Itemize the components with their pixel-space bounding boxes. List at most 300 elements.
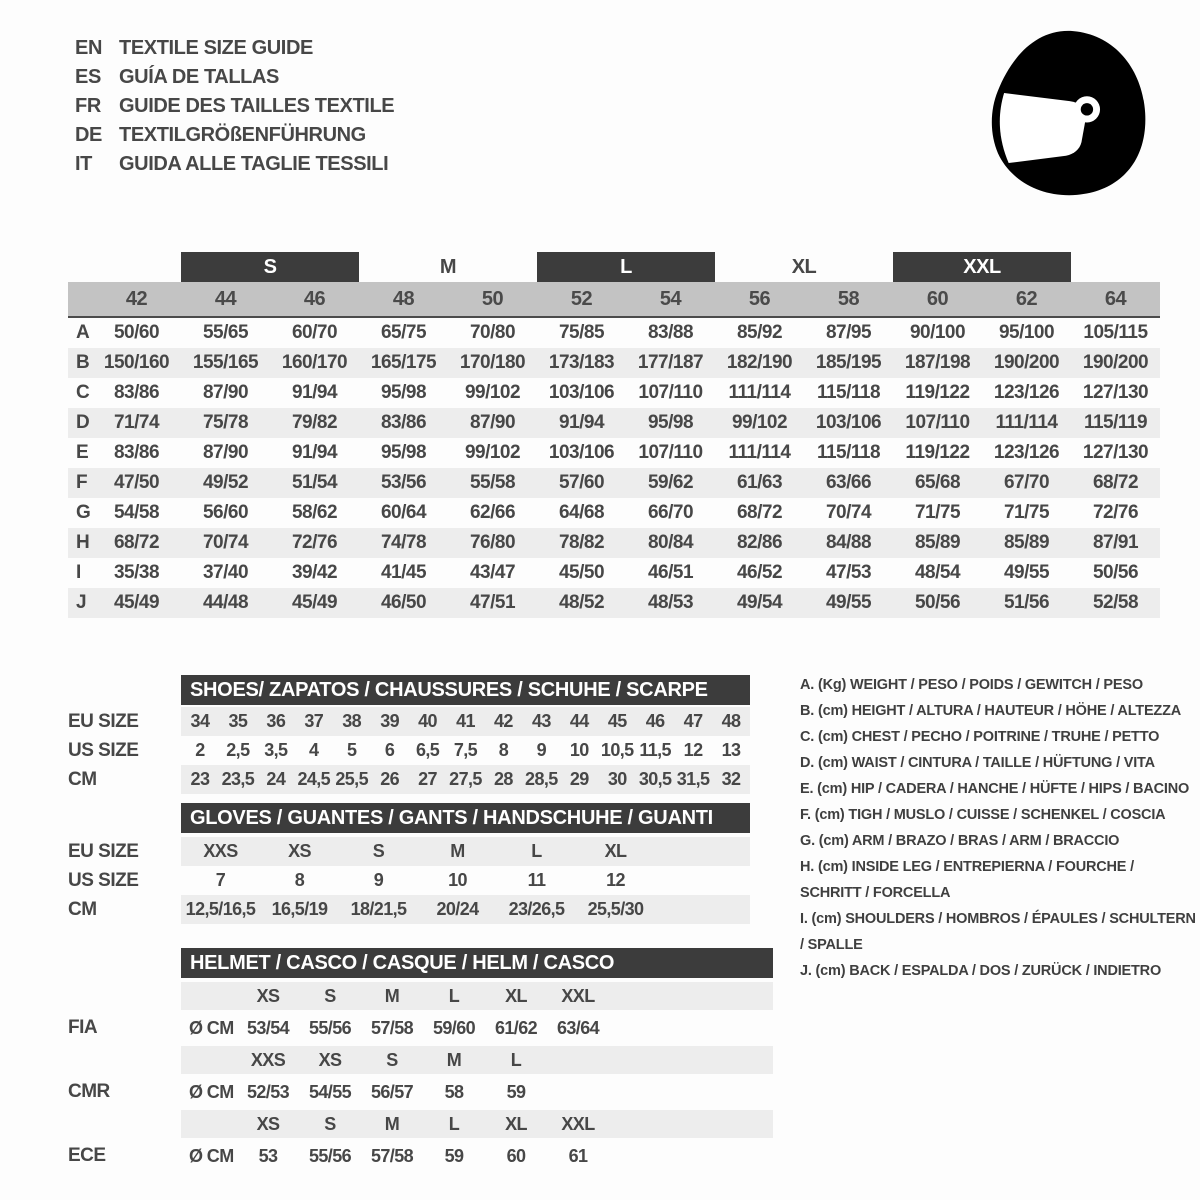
- legend-text: INSIDE LEG / ENTREPIERNA / FOURCHE / SCHRITT / FORCELLA: [800, 859, 1134, 901]
- helmet-value-row: [68, 1138, 773, 1174]
- size-value: 80/84: [647, 532, 694, 553]
- size-group-xl: XL: [791, 255, 817, 278]
- row-letter: F: [76, 472, 88, 493]
- helmet-size-label: XS: [256, 1113, 280, 1134]
- size-value: 85/89: [914, 532, 961, 553]
- size-value: 55/65: [202, 322, 249, 343]
- cell-value: 28,5: [525, 769, 558, 789]
- helmet-size-label: XS: [318, 1049, 342, 1070]
- gloves-header-row: [68, 803, 750, 833]
- legend-key: I.: [800, 911, 808, 927]
- cell-value: 20/24: [436, 899, 479, 919]
- cell-value: 6: [384, 740, 395, 760]
- cell-value: XXS: [203, 841, 238, 861]
- cell-value: 12,5/16,5: [185, 899, 256, 919]
- shoes-header-row: [68, 675, 750, 705]
- gloves-section: [68, 803, 750, 924]
- size-value: 66/70: [647, 502, 694, 523]
- helmet-value: 53: [258, 1145, 278, 1166]
- racing-helmet-icon: [972, 22, 1160, 204]
- cell-value: 10: [569, 740, 589, 760]
- size-value: 49/54: [736, 592, 783, 613]
- cell-value: 25,5/30: [587, 899, 644, 919]
- size-value: 85/92: [736, 322, 783, 343]
- cell-value: 18/21,5: [350, 899, 407, 919]
- size-value: 99/102: [731, 412, 788, 433]
- size-value: 45/49: [113, 592, 160, 613]
- size-value: 46/50: [380, 592, 427, 613]
- legend-unit: (cm): [815, 963, 846, 979]
- legend-item: [800, 672, 1196, 698]
- size-value: 64/68: [558, 502, 605, 523]
- size-value: 111/114: [728, 382, 791, 403]
- size-value: 95/98: [380, 382, 427, 403]
- helmet-value: 55/56: [308, 1145, 352, 1166]
- cell-value: 8: [294, 870, 305, 890]
- size-row: [68, 837, 750, 866]
- size-value: 75/78: [202, 412, 249, 433]
- language-row: [75, 63, 394, 92]
- size-value: 83/88: [647, 322, 694, 343]
- cell-value: 48: [721, 711, 741, 731]
- cell-value: 23,5: [221, 769, 255, 789]
- size-value: 165/175: [370, 352, 437, 373]
- cell-value: 43: [531, 711, 551, 731]
- row-values: [181, 736, 750, 765]
- size-value: 43/47: [469, 562, 516, 583]
- row-values: [181, 895, 750, 924]
- row-letter: D: [76, 412, 90, 433]
- size-group-xxl: XXL: [893, 252, 1071, 282]
- apparel-rows: [68, 318, 1160, 618]
- size-value: 55/58: [469, 472, 516, 493]
- cell-value: 13: [721, 740, 741, 760]
- helmet-rows: [68, 982, 773, 1174]
- cell-value: 3,5: [264, 740, 288, 760]
- size-value: 182/190: [726, 352, 793, 373]
- cell-value: 9: [536, 740, 547, 760]
- size-value: 67/70: [1003, 472, 1050, 493]
- cell-value: 38: [342, 711, 362, 731]
- size-value: 41/45: [380, 562, 427, 583]
- size-value: 76/80: [469, 532, 516, 553]
- numeric-size: 56: [748, 287, 771, 310]
- cell-value: 39: [380, 711, 400, 731]
- language-label: GUIDA ALLE TAGLIE TESSILI: [119, 153, 389, 175]
- size-value: 90/100: [909, 322, 966, 343]
- apparel-table: [68, 252, 1160, 618]
- legend-unit: (cm): [817, 859, 848, 875]
- size-value: 87/91: [1092, 532, 1139, 553]
- row-letter: C: [76, 382, 90, 403]
- helmet-title-bar: HELMET / CASCO / CASQUE / HELM / CASCO: [181, 948, 773, 978]
- apparel-size-row: [68, 282, 1160, 318]
- size-value: 127/130: [1082, 382, 1149, 403]
- size-value: 107/110: [905, 412, 970, 433]
- row-values: [181, 707, 750, 736]
- legend-key: A.: [800, 677, 815, 693]
- size-value: 50/56: [914, 592, 961, 613]
- language-label: GUIDE DES TAILLES TEXTILE: [119, 95, 395, 117]
- row-label: US SIZE: [68, 739, 139, 761]
- legend-key: E.: [800, 781, 814, 797]
- size-value: 60/70: [291, 322, 338, 343]
- cell-value: 26: [380, 769, 400, 789]
- helmet-value-row: [68, 1010, 773, 1046]
- cell-value: 24,5: [297, 769, 331, 789]
- size-value: 68/72: [113, 532, 160, 553]
- apparel-row-g: [68, 498, 1160, 528]
- language-row: [75, 121, 394, 150]
- helmet-size-label: M: [446, 1049, 462, 1070]
- diameter-unit: Ø CM: [189, 1017, 234, 1038]
- legend-key: H.: [800, 859, 815, 875]
- helmet-value: 55/56: [308, 1017, 352, 1038]
- size-value: 99/102: [464, 442, 521, 463]
- size-value: 46/51: [647, 562, 694, 583]
- helmet-value: 61: [568, 1145, 588, 1166]
- size-value: 115/118: [816, 382, 881, 403]
- helmet-values: [181, 1010, 773, 1046]
- size-value: 83/86: [113, 442, 160, 463]
- numeric-size: 42: [125, 287, 148, 310]
- cell-value: 45: [607, 711, 627, 731]
- size-value: 115/118: [816, 442, 881, 463]
- apparel-row-h: [68, 528, 1160, 558]
- gloves-title-bar: GLOVES / GUANTES / GANTS / HANDSCHUHE / GUANTI: [181, 803, 750, 833]
- language-code: IT: [75, 153, 92, 175]
- helmet-size-label: XXL: [561, 1113, 595, 1134]
- size-value: 78/82: [558, 532, 605, 553]
- size-value: 48/53: [647, 592, 694, 613]
- language-code: ES: [75, 66, 101, 88]
- row-label: CM: [68, 898, 97, 920]
- helmet-value: 60: [506, 1145, 526, 1166]
- size-value: 107/110: [638, 382, 703, 403]
- cell-value: 9: [373, 870, 384, 890]
- size-value: 71/75: [914, 502, 961, 523]
- cell-value: 12: [683, 740, 703, 760]
- helmet-size-label: L: [448, 985, 460, 1006]
- language-code: EN: [75, 37, 102, 59]
- helmet-value: 61/62: [494, 1017, 538, 1038]
- size-value: 62/66: [469, 502, 516, 523]
- apparel-row-f: [68, 468, 1160, 498]
- helmet-values: [181, 1138, 773, 1174]
- language-row: [75, 34, 394, 63]
- size-value: 51/54: [291, 472, 338, 493]
- cell-value: 37: [304, 711, 324, 731]
- row-letter: G: [76, 502, 91, 523]
- size-value: 190/200: [993, 352, 1060, 373]
- size-value: 51/56: [1003, 592, 1050, 613]
- row-label: CM: [68, 768, 97, 790]
- size-value: 160/170: [281, 352, 348, 373]
- size-value: 50/60: [113, 322, 160, 343]
- helmet-sizes: [181, 982, 773, 1010]
- size-value: 61/63: [736, 472, 783, 493]
- cell-value: 35: [228, 711, 248, 731]
- helmet-value: 59/60: [432, 1017, 476, 1038]
- size-row: [68, 866, 750, 895]
- size-value: 95/98: [380, 442, 427, 463]
- size-value: 68/72: [1092, 472, 1139, 493]
- size-value: 49/55: [825, 592, 872, 613]
- size-value: 54/58: [113, 502, 160, 523]
- apparel-row-b: [68, 348, 1160, 378]
- size-value: 83/86: [113, 382, 160, 403]
- size-value: 155/165: [192, 352, 259, 373]
- size-value: 95/98: [647, 412, 694, 433]
- legend-key: J.: [800, 963, 812, 979]
- cell-value: 10: [448, 870, 467, 890]
- cell-value: 31,5: [676, 769, 710, 789]
- size-value: 60/64: [380, 502, 427, 523]
- size-row: [68, 736, 750, 765]
- cell-value: 44: [569, 711, 589, 731]
- cell-value: 23: [190, 769, 210, 789]
- helmet-value: 58: [444, 1081, 464, 1102]
- size-value: 91/94: [558, 412, 605, 433]
- legend-text: WAIST / CINTURA / TAILLE / HÜFTUNG / VITA: [851, 755, 1155, 771]
- size-value: 123/126: [993, 442, 1060, 463]
- size-value: 70/80: [469, 322, 516, 343]
- legend-unit: (cm): [817, 729, 848, 745]
- cell-value: 10,5: [600, 740, 634, 760]
- shoes-title-bar: SHOES/ ZAPATOS / CHAUSSURES / SCHUHE / SCARPE: [181, 675, 750, 705]
- cell-value: 29: [569, 769, 589, 789]
- size-value: 53/56: [380, 472, 427, 493]
- size-value: 91/94: [291, 382, 338, 403]
- legend-text: SHOULDERS / HOMBROS / ÉPAULES / SCHULTERN / SPALLE: [800, 911, 1196, 953]
- helmet-size-label: S: [324, 985, 336, 1006]
- legend-text: ARM / BRAZO / BRAS / ARM / BRACCIO: [851, 833, 1120, 849]
- helmet-section: [68, 948, 773, 1174]
- row-label: US SIZE: [68, 869, 139, 891]
- legend-list: [800, 672, 1196, 984]
- cell-value: 36: [266, 711, 286, 731]
- cell-value: 42: [494, 711, 513, 731]
- legend-item: [800, 828, 1196, 854]
- size-value: 87/90: [202, 382, 249, 403]
- row-letter: A: [76, 322, 90, 343]
- helmet-value: 63/64: [556, 1017, 600, 1038]
- cell-value: 16,5/19: [271, 899, 328, 919]
- legend-unit: (cm): [817, 755, 848, 771]
- numeric-size: 52: [570, 287, 593, 310]
- cell-value: 28: [494, 769, 513, 789]
- helmet-size-row: [68, 1046, 773, 1074]
- legend-text: TIGH / MUSLO / CUISSE / SCHENKEL / COSCIA: [848, 807, 1166, 823]
- legend-key: D.: [800, 755, 815, 771]
- size-value: 190/200: [1082, 352, 1149, 373]
- numeric-size: 44: [214, 287, 237, 310]
- legend-unit: (cm): [814, 807, 845, 823]
- numeric-size: 64: [1104, 287, 1127, 310]
- size-value: 127/130: [1082, 442, 1149, 463]
- cell-value: 32: [721, 769, 741, 789]
- helmet-value: 57/58: [370, 1145, 414, 1166]
- size-value: 45/50: [558, 562, 605, 583]
- size-value: 107/110: [638, 442, 703, 463]
- helmet-size-label: XS: [256, 985, 280, 1006]
- size-value: 95/100: [998, 322, 1055, 343]
- row-letter: E: [76, 442, 89, 463]
- numeric-size: 48: [392, 287, 415, 310]
- legend-unit: (cm): [817, 703, 848, 719]
- numeric-size: 50: [481, 287, 504, 310]
- language-row: [75, 92, 394, 121]
- gloves-rows: [68, 837, 750, 924]
- size-value: 71/75: [1003, 502, 1050, 523]
- helmet-value: 53/54: [246, 1017, 290, 1038]
- legend-unit: (Kg): [817, 677, 847, 693]
- cell-value: 5: [346, 740, 357, 760]
- apparel-row-d: [68, 408, 1160, 438]
- size-value: 99/102: [464, 382, 521, 403]
- size-value: 45/49: [291, 592, 338, 613]
- cell-value: 41: [456, 711, 475, 731]
- size-value: 170/180: [459, 352, 526, 373]
- row-label: EU SIZE: [68, 710, 139, 732]
- helmet-size-label: XL: [505, 1113, 527, 1134]
- legend-item: [800, 750, 1196, 776]
- size-value: 103/106: [548, 382, 615, 403]
- size-value: 87/90: [469, 412, 516, 433]
- size-group-m: M: [439, 255, 457, 278]
- size-value: 65/68: [914, 472, 961, 493]
- cell-value: 6,5: [415, 740, 440, 760]
- helmet-value-row: [68, 1074, 773, 1110]
- size-value: 57/60: [558, 472, 605, 493]
- row-letter: J: [76, 592, 87, 613]
- size-value: 68/72: [736, 502, 783, 523]
- size-value: 47/53: [825, 562, 872, 583]
- helmet-size-label: XXL: [561, 985, 595, 1006]
- helmet-value: 59: [506, 1081, 526, 1102]
- size-value: 82/86: [736, 532, 783, 553]
- size-value: 150/160: [103, 352, 170, 373]
- cell-value: 46: [645, 711, 665, 731]
- size-value: 47/50: [113, 472, 160, 493]
- size-value: 85/89: [1003, 532, 1050, 553]
- legend-item: [800, 698, 1196, 724]
- size-value: 187/198: [904, 352, 971, 373]
- legend-text: HIP / CADERA / HANCHE / HÜFTE / HIPS / BACINO: [850, 781, 1190, 797]
- size-group-l: L: [537, 252, 715, 282]
- size-value: 79/82: [291, 412, 338, 433]
- language-row: [75, 150, 394, 179]
- shoes-rows: [68, 707, 750, 794]
- language-code: DE: [75, 124, 102, 146]
- size-row: [68, 707, 750, 736]
- helmet-size-label: S: [324, 1113, 336, 1134]
- language-label: GUÍA DE TALLAS: [119, 66, 279, 88]
- cell-value: 30,5: [638, 769, 672, 789]
- size-value: 56/60: [202, 502, 249, 523]
- size-value: 39/42: [291, 562, 338, 583]
- cell-value: XL: [604, 841, 627, 861]
- numeric-size: 46: [303, 287, 326, 310]
- helmet-value: 59: [444, 1145, 464, 1166]
- cell-value: 2,5: [226, 740, 250, 760]
- cell-value: M: [450, 841, 465, 861]
- legend-key: B.: [800, 703, 815, 719]
- size-value: 84/88: [825, 532, 872, 553]
- size-value: 91/94: [291, 442, 338, 463]
- legend-key: C.: [800, 729, 815, 745]
- size-value: 58/62: [291, 502, 338, 523]
- legend-key: F.: [800, 807, 811, 823]
- size-value: 119/122: [905, 382, 970, 403]
- apparel-row-e: [68, 438, 1160, 468]
- helmet-value: 54/55: [308, 1081, 352, 1102]
- diameter-unit: Ø CM: [189, 1081, 234, 1102]
- size-group-s: S: [181, 252, 359, 282]
- numeric-size: 60: [926, 287, 949, 310]
- size-value: 44/48: [202, 592, 249, 613]
- legend-item: [800, 776, 1196, 802]
- helmet-values: [181, 1074, 773, 1110]
- size-value: 74/78: [380, 532, 427, 553]
- row-label: EU SIZE: [68, 840, 139, 862]
- legend-text: BACK / ESPALDA / DOS / ZURÜCK / INDIETRO: [849, 963, 1162, 979]
- size-value: 48/52: [558, 592, 605, 613]
- size-value: 123/126: [993, 382, 1060, 403]
- helmet-size-row: [68, 1110, 773, 1138]
- size-value: 49/55: [1003, 562, 1050, 583]
- legend-unit: (cm): [817, 781, 847, 797]
- size-value: 119/122: [905, 442, 970, 463]
- size-value: 177/187: [637, 352, 704, 373]
- size-value: 70/74: [825, 502, 872, 523]
- cell-value: 4: [309, 740, 319, 760]
- size-value: 83/86: [380, 412, 427, 433]
- helmet-size-label: M: [384, 1113, 400, 1134]
- row-values: [181, 866, 750, 895]
- language-label: TEXTILE SIZE GUIDE: [119, 37, 313, 59]
- cell-value: 30: [607, 769, 627, 789]
- diameter-unit: Ø CM: [189, 1145, 234, 1166]
- cell-value: 40: [418, 711, 437, 731]
- legend-item: [800, 958, 1196, 984]
- size-value: 46/52: [736, 562, 783, 583]
- helmet-size-label: L: [510, 1049, 522, 1070]
- cell-value: 47: [683, 711, 703, 731]
- apparel-row-j: [68, 588, 1160, 618]
- helmet-size-label: XXS: [250, 1049, 286, 1070]
- size-value: 115/119: [1083, 412, 1148, 433]
- shoes-section: [68, 675, 750, 794]
- legend-item: [800, 906, 1196, 958]
- numeric-size: 62: [1015, 287, 1038, 310]
- helmet-value: 56/57: [370, 1081, 414, 1102]
- size-value: 35/38: [113, 562, 160, 583]
- cell-value: 8: [498, 740, 509, 760]
- helmet-size-label: L: [448, 1113, 460, 1134]
- size-row: [68, 765, 750, 794]
- helmet-sizes: [181, 1046, 773, 1074]
- row-values: [181, 765, 750, 794]
- legend-item: [800, 854, 1196, 906]
- helmet-sizes: [181, 1110, 773, 1138]
- numeric-size: 54: [659, 287, 682, 310]
- size-value: 87/95: [825, 322, 872, 343]
- cell-value: 23/26,5: [508, 899, 565, 919]
- size-row: [68, 895, 750, 924]
- legend-item: [800, 802, 1196, 828]
- size-value: 71/74: [113, 412, 160, 433]
